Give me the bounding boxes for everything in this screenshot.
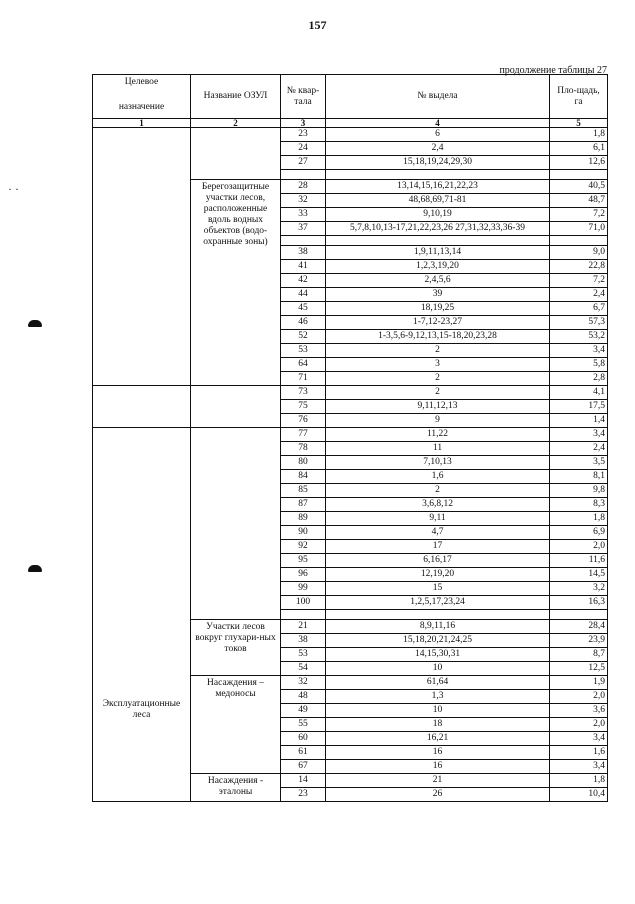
vydel-cell: 16 (326, 760, 550, 774)
area-cell: 28,4 (550, 620, 608, 634)
area-cell: 8,7 (550, 648, 608, 662)
area-cell: 3,4 (550, 344, 608, 358)
kvartal-cell: 78 (281, 442, 326, 456)
kvartal-cell: 99 (281, 582, 326, 596)
area-cell: 12,5 (550, 662, 608, 676)
vydel-cell: 9,10,19 (326, 208, 550, 222)
area-cell: 22,8 (550, 260, 608, 274)
col-num: 5 (550, 119, 608, 128)
vydel-cell: 9,11 (326, 512, 550, 526)
vydel-cell: 10 (326, 662, 550, 676)
kvartal-cell: 23 (281, 128, 326, 142)
kvartal-cell: 37 (281, 222, 326, 236)
area-cell: 3,4 (550, 428, 608, 442)
area-cell: 57,3 (550, 316, 608, 330)
column-number-row (93, 119, 608, 128)
area-cell: 7,2 (550, 208, 608, 222)
area-cell: 6,1 (550, 142, 608, 156)
ozul-cell: Насаждения - эталоны (191, 774, 281, 802)
area-cell: 4,1 (550, 386, 608, 400)
vydel-cell: 14,15,30,31 (326, 648, 550, 662)
table-row (93, 386, 608, 400)
kvartal-cell: 100 (281, 596, 326, 610)
vydel-cell: 9 (326, 414, 550, 428)
forest-table (92, 74, 608, 802)
area-cell: 2,0 (550, 718, 608, 732)
vydel-cell: 61,64 (326, 676, 550, 690)
area-cell (550, 610, 608, 620)
vydel-cell: 6 (326, 128, 550, 142)
ozul-cell (191, 428, 281, 620)
area-cell: 2,0 (550, 690, 608, 704)
area-cell (550, 170, 608, 180)
vydel-cell: 15,18,20,21,24,25 (326, 634, 550, 648)
area-cell: 3,6 (550, 704, 608, 718)
area-cell: 1,6 (550, 746, 608, 760)
area-cell: 1,4 (550, 414, 608, 428)
kvartal-cell: 53 (281, 648, 326, 662)
header-purpose-line1: Целевое (124, 77, 159, 87)
vydel-cell: 18 (326, 718, 550, 732)
vydel-cell: 1-3,5,6-9,12,13,15-18,20,23,28 (326, 330, 550, 344)
vydel-cell: 48,68,69,71-81 (326, 194, 550, 208)
kvartal-cell: 44 (281, 288, 326, 302)
area-cell: 48,7 (550, 194, 608, 208)
vydel-cell: 9,11,12,13 (326, 400, 550, 414)
area-cell: 53,2 (550, 330, 608, 344)
vydel-cell (326, 610, 550, 620)
kvartal-cell: 23 (281, 788, 326, 802)
kvartal-cell: 89 (281, 512, 326, 526)
col-num: 1 (93, 119, 191, 128)
kvartal-cell: 95 (281, 554, 326, 568)
vydel-cell: 1,2,5,17,23,24 (326, 596, 550, 610)
kvartal-cell: 64 (281, 358, 326, 372)
purpose-cell (93, 386, 191, 428)
area-cell: 3,5 (550, 456, 608, 470)
purpose-cell: Эксплуатационные леса (93, 428, 191, 802)
vydel-cell: 2 (326, 372, 550, 386)
kvartal-cell: 75 (281, 400, 326, 414)
vydel-cell: 21 (326, 774, 550, 788)
vydel-cell: 15,18,19,24,29,30 (326, 156, 550, 170)
kvartal-cell: 49 (281, 704, 326, 718)
kvartal-cell: 55 (281, 718, 326, 732)
scan-mark-blob (28, 320, 42, 327)
kvartal-cell: 90 (281, 526, 326, 540)
area-cell: 8,1 (550, 470, 608, 484)
area-cell: 3,4 (550, 732, 608, 746)
area-cell: 71,0 (550, 222, 608, 236)
vydel-cell: 26 (326, 788, 550, 802)
kvartal-cell: 84 (281, 470, 326, 484)
vydel-cell (326, 236, 550, 246)
vydel-cell: 3 (326, 358, 550, 372)
vydel-cell: 8,9,11,16 (326, 620, 550, 634)
vydel-cell: 17 (326, 540, 550, 554)
vydel-cell: 1,3 (326, 690, 550, 704)
area-cell: 1,8 (550, 512, 608, 526)
header-vydel: № выдела (326, 75, 550, 119)
vydel-cell (326, 170, 550, 180)
vydel-cell: 12,19,20 (326, 568, 550, 582)
area-cell: 2,4 (550, 288, 608, 302)
kvartal-cell: 45 (281, 302, 326, 316)
ozul-cell: Берегозащитные участки лесов, расположенные вдоль водных объектов (водо-охранные зоны) (191, 180, 281, 386)
kvartal-cell: 92 (281, 540, 326, 554)
kvartal-cell: 14 (281, 774, 326, 788)
ozul-cell (191, 128, 281, 180)
vydel-cell: 2 (326, 344, 550, 358)
kvartal-cell (281, 610, 326, 620)
kvartal-cell: 42 (281, 274, 326, 288)
area-cell: 2,8 (550, 372, 608, 386)
area-cell: 3,4 (550, 760, 608, 774)
vydel-cell: 3,6,8,12 (326, 498, 550, 512)
area-cell: 12,6 (550, 156, 608, 170)
kvartal-cell: 61 (281, 746, 326, 760)
area-cell: 17,5 (550, 400, 608, 414)
area-cell: 14,5 (550, 568, 608, 582)
area-cell: 1,8 (550, 128, 608, 142)
vydel-cell: 1,9,11,13,14 (326, 246, 550, 260)
vydel-cell: 4,7 (326, 526, 550, 540)
kvartal-cell: 38 (281, 246, 326, 260)
kvartal-cell: 24 (281, 142, 326, 156)
vydel-cell: 10 (326, 704, 550, 718)
kvartal-cell (281, 236, 326, 246)
vydel-cell: 2 (326, 386, 550, 400)
area-cell: 9,8 (550, 484, 608, 498)
kvartal-cell: 85 (281, 484, 326, 498)
kvartal-cell (281, 170, 326, 180)
vydel-cell: 11 (326, 442, 550, 456)
kvartal-cell: 71 (281, 372, 326, 386)
kvartal-cell: 33 (281, 208, 326, 222)
kvartal-cell: 32 (281, 194, 326, 208)
col-num: 2 (191, 119, 281, 128)
kvartal-cell: 21 (281, 620, 326, 634)
scan-mark-blob (28, 565, 42, 572)
vydel-cell: 16,21 (326, 732, 550, 746)
table-continuation-note: продолжение таблицы 27 (499, 65, 607, 76)
vydel-cell: 15 (326, 582, 550, 596)
header-purpose-line2: назначение (118, 102, 165, 112)
area-cell: 11,6 (550, 554, 608, 568)
kvartal-cell: 53 (281, 344, 326, 358)
header-kvartal: № квар-тала (281, 75, 326, 119)
area-cell: 40,5 (550, 180, 608, 194)
area-cell: 23,9 (550, 634, 608, 648)
kvartal-cell: 41 (281, 260, 326, 274)
area-cell: 7,2 (550, 274, 608, 288)
col-num: 4 (326, 119, 550, 128)
vydel-cell: 1-7,12-23,27 (326, 316, 550, 330)
header-area: Пло-щадь, га (550, 75, 608, 119)
header-ozul: Название ОЗУЛ (191, 75, 281, 119)
area-cell: 1,8 (550, 774, 608, 788)
ozul-cell: Участки лесов вокруг глухари-ных токов (191, 620, 281, 676)
vydel-cell: 6,16,17 (326, 554, 550, 568)
purpose-cell (93, 128, 191, 386)
area-cell: 8,3 (550, 498, 608, 512)
vydel-cell: 11,22 (326, 428, 550, 442)
kvartal-cell: 73 (281, 386, 326, 400)
kvartal-cell: 28 (281, 180, 326, 194)
vydel-cell: 16 (326, 746, 550, 760)
col-num: 3 (281, 119, 326, 128)
vydel-cell: 2,4,5,6 (326, 274, 550, 288)
table-row (93, 128, 608, 142)
area-cell: 2,4 (550, 442, 608, 456)
page-number: 157 (308, 18, 327, 32)
area-cell: 9,0 (550, 246, 608, 260)
vydel-cell: 2 (326, 484, 550, 498)
area-cell: 6,7 (550, 302, 608, 316)
kvartal-cell: 77 (281, 428, 326, 442)
area-cell: 2,0 (550, 540, 608, 554)
kvartal-cell: 76 (281, 414, 326, 428)
header-purpose (93, 75, 191, 119)
kvartal-cell: 80 (281, 456, 326, 470)
vydel-cell: 7,10,13 (326, 456, 550, 470)
scan-mark-dots: · · (8, 182, 19, 196)
kvartal-cell: 27 (281, 156, 326, 170)
kvartal-cell: 52 (281, 330, 326, 344)
kvartal-cell: 48 (281, 690, 326, 704)
kvartal-cell: 96 (281, 568, 326, 582)
kvartal-cell: 38 (281, 634, 326, 648)
area-cell: 16,3 (550, 596, 608, 610)
table-row (93, 428, 608, 442)
ozul-cell: Насаждения – медоносы (191, 676, 281, 774)
area-cell: 5,8 (550, 358, 608, 372)
vydel-cell: 1,2,3,19,20 (326, 260, 550, 274)
kvartal-cell: 46 (281, 316, 326, 330)
kvartal-cell: 60 (281, 732, 326, 746)
vydel-cell: 1,6 (326, 470, 550, 484)
kvartal-cell: 54 (281, 662, 326, 676)
area-cell: 6,9 (550, 526, 608, 540)
vydel-cell: 39 (326, 288, 550, 302)
area-cell: 1,9 (550, 676, 608, 690)
kvartal-cell: 87 (281, 498, 326, 512)
table-header-row (93, 75, 608, 119)
area-cell: 3,2 (550, 582, 608, 596)
vydel-cell: 18,19,25 (326, 302, 550, 316)
vydel-cell: 13,14,15,16,21,22,23 (326, 180, 550, 194)
area-cell: 10,4 (550, 788, 608, 802)
kvartal-cell: 67 (281, 760, 326, 774)
vydel-cell: 5,7,8,10,13-17,21,22,23,26 27,31,32,33,36-39 (326, 222, 550, 236)
vydel-cell: 2,4 (326, 142, 550, 156)
area-cell (550, 236, 608, 246)
ozul-cell (191, 386, 281, 428)
kvartal-cell: 32 (281, 676, 326, 690)
